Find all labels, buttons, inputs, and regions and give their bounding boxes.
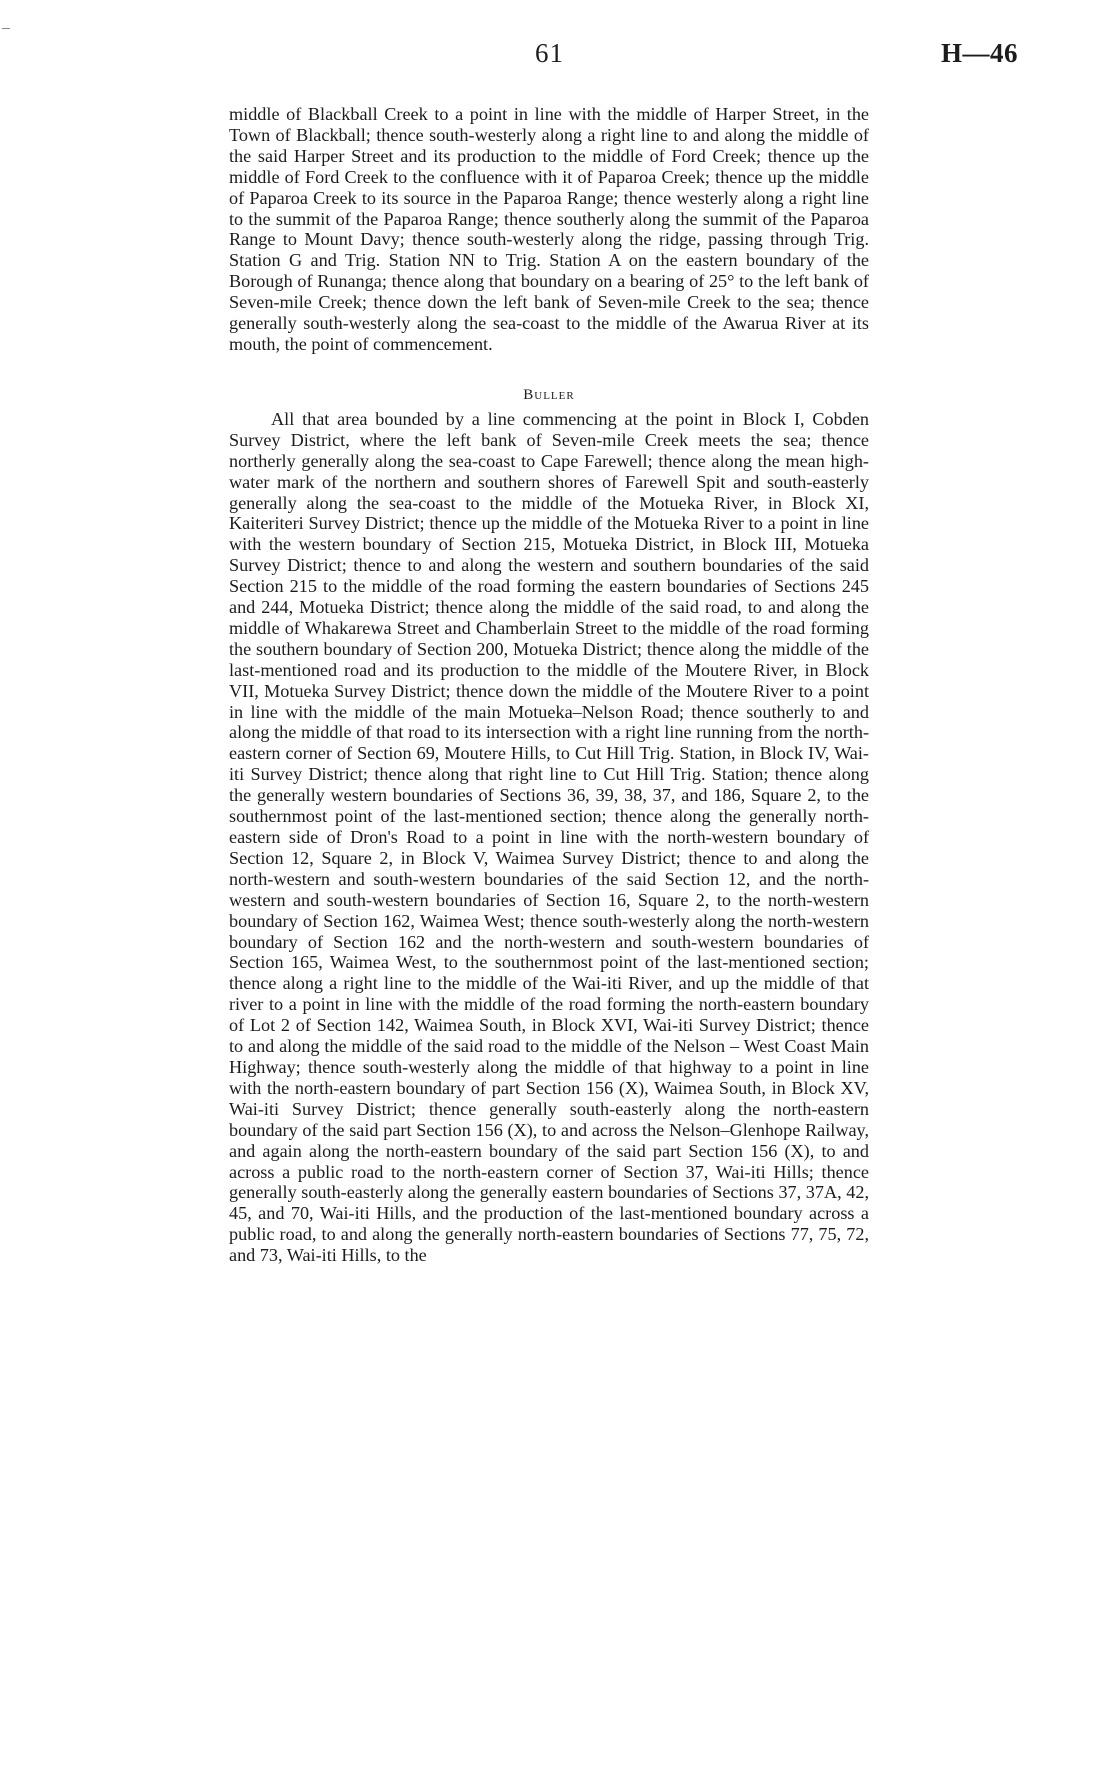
page-header	[0, 38, 1114, 78]
page-number: 61	[535, 38, 564, 68]
continued-paragraph: middle of Blackball Creek to a point in line with the middle of Harper Street, in the Town of Blackball; thence south-westerly along a right line to and along the middle of the said Harper Street and its production to the middle of Ford Creek; thence up the middle of Ford Creek to the confluence with it of Paparoa Creek; thence up the middle of Paparoa Creek to its source in the Paparoa Range; thence westerly along a right line to the summit of the Paparoa Range; thence southerly along the summit of the Paparoa Range to Mount Davy; thence south-westerly along the ridge, passing through Trig. Station G and Trig. Station NN to Trig. Station A on the eastern boundary of the Borough of Runanga; thence along that boundary on a bearing of 25° to the left bank of Seven-mile Creek; thence down the left bank of Seven-mile Creek to the sea; thence generally south-westerly along the sea-coast to the middle of the Awarua River at its mouth, the point of commencement.	[229, 104, 869, 354]
page-body	[229, 104, 869, 1266]
section-paragraph: All that area bounded by a line commencing at the point in Block I, Cobden Survey District, where the left bank of Seven-mile Creek meets the sea; thence northerly generally along the sea-coast to Cape Farewell; thence along the mean high-water mark of the northern and southern shores of Farewell Spit and south-easterly generally along the sea-coast to the middle of the Motueka River, in Block XI, Kaiteriteri Survey District; thence up the middle of the Motueka River to a point in line with the western boundary of Section 215, Motueka District, in Block III, Motueka Survey District; thence to and along the western and southern boundaries of the said Section 215 to the middle of the road forming the eastern boundaries of Sections 245 and 244, Motueka District; thence along the middle of the said road, to and along the middle of Whakarewa Street and Chamberlain Street to the middle of the road forming the southern boundary of Section 200, Motueka District; thence along the middle of the last-mentioned road and its production to the middle of the Moutere River, in Block VII, Motueka Survey District; thence down the middle of the Moutere River to a point in line with the middle of the main Motueka–Nelson Road; thence southerly to and along the middle of that road to its intersection with a right line running from the north-eastern corner of Section 69, Moutere Hills, to Cut Hill Trig. Station, in Block IV, Wai-iti Survey District; thence along that right line to Cut Hill Trig. Station; thence along the generally western boundaries of Sections 36, 39, 38, 37, and 186, Square 2, to the southernmost point of the last-mentioned section; thence along the generally north-eastern side of Dron's Road to a point in line with the north-western boundary of Section 12, Square 2, in Block V, Waimea Survey District; thence to and along the north-western and south-western boundaries of the said Section 12, and the north-western and south-western boundaries of Section 16, Square 2, to the north-western boundary of Section 162, Waimea West; thence south-westerly along the north-western boundary of Section 162 and the north-western and south-western boundaries of Section 165, Waimea West, to the southernmost point of the last-mentioned section; thence along a right line to the middle of the Wai-iti River, and up the middle of that river to a point in line with the middle of the road forming the north-eastern boundary of Lot 2 of Section 142, Waimea South, in Block XVI, Wai-iti Survey District; thence to and along the middle of the said road to the middle of the Nelson – West Coast Main Highway; thence south-westerly along the middle of that highway to a point in line with the north-eastern boundary of part Section 156 (X), Waimea South, in Block XV, Wai-iti Survey District; thence generally south-easterly along the north-eastern boundary of the said part Section 156 (X), to and across the Nelson–Glenhope Railway, and again along the north-eastern boundary of the said part Section 156 (X), to and across a public road to the north-eastern corner of Section 37, Wai-iti Hills; thence generally south-easterly along the generally eastern boundaries of Sections 37, 37A, 42, 45, and 70, Wai-iti Hills, and the production of the last-mentioned boundary across a public road, to and along the generally north-eastern boundaries of Sections 77, 75, 72, and 73, Wai-iti Hills, to the	[229, 408, 869, 1266]
scan-mark	[2, 28, 10, 29]
paper-reference: H—46	[941, 38, 1019, 68]
section-heading: Buller	[523, 386, 575, 403]
